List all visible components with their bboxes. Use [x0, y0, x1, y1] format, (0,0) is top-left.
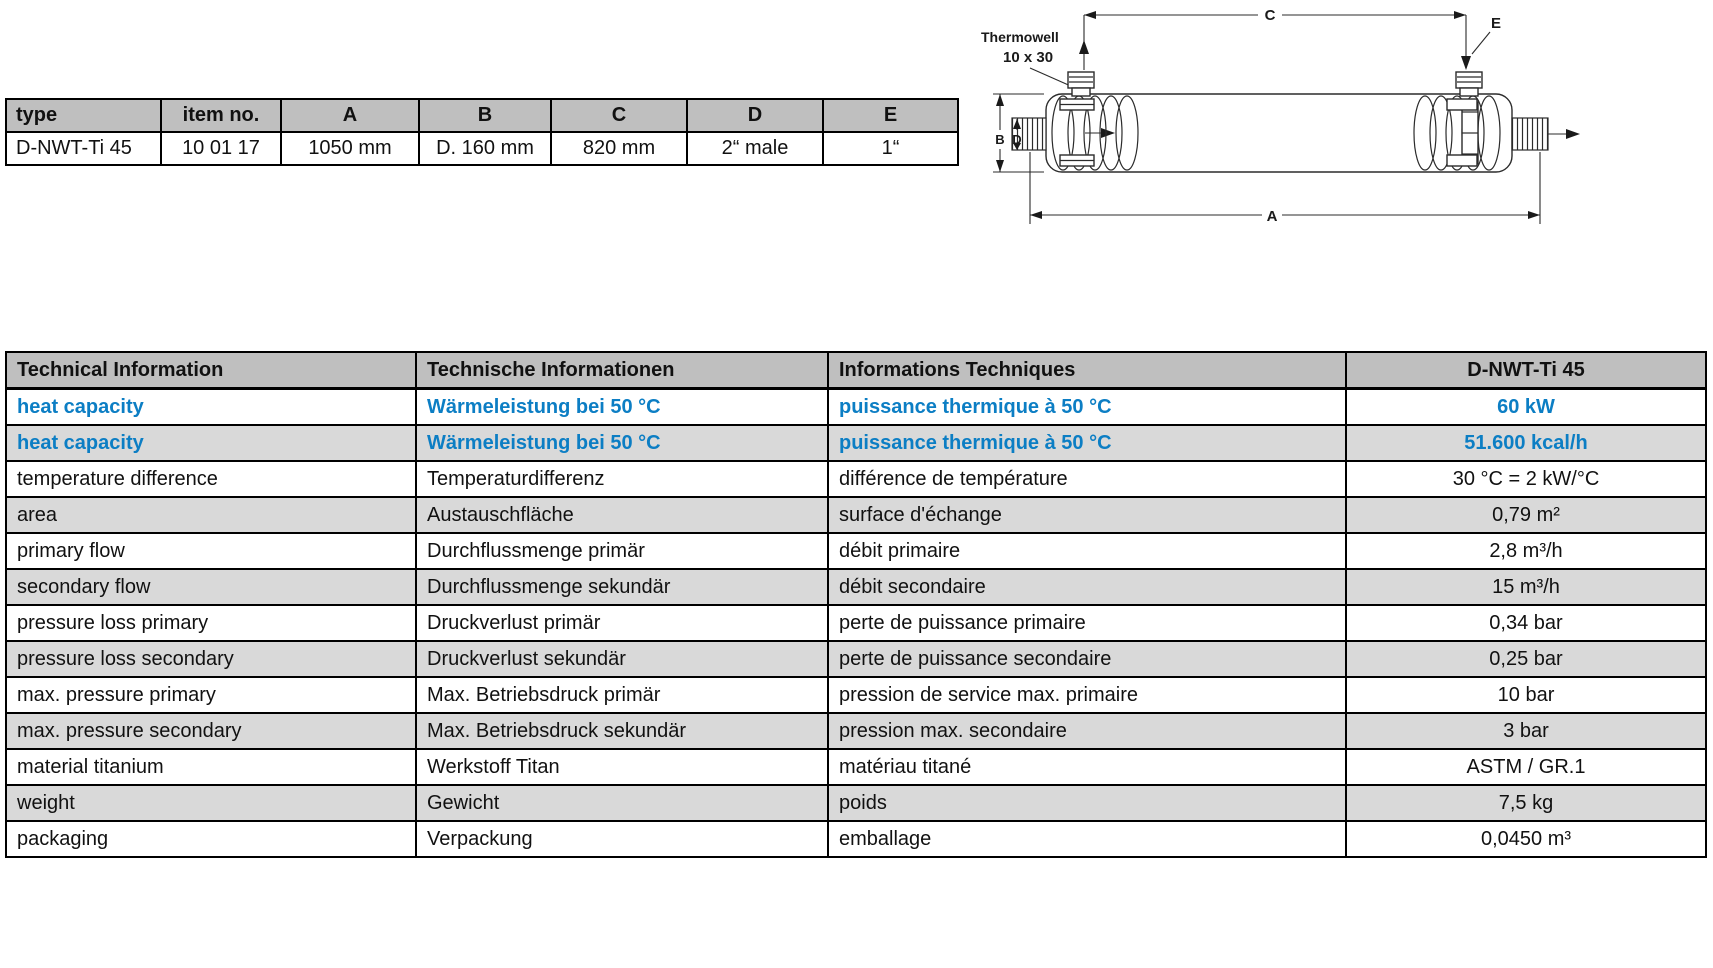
spec-header-model: D-NWT-Ti 45 [1346, 352, 1706, 389]
spec-cell-en: pressure loss secondary [6, 641, 416, 677]
spec-cell-value: 51.600 kcal/h [1346, 425, 1706, 461]
spec-cell-value: 0,0450 m³ [1346, 821, 1706, 857]
table-row [6, 497, 1706, 533]
table-row [6, 569, 1706, 605]
spec-cell-value: 0,34 bar [1346, 605, 1706, 641]
table-row [6, 713, 1706, 749]
spec-cell-value: 30 °C = 2 kW/°C [1346, 461, 1706, 497]
spec-cell-fr: puissance thermique à 50 °C [828, 425, 1346, 461]
spec-cell-de: Max. Betriebsdruck sekundär [416, 713, 828, 749]
spec-cell-value: 0,79 m² [1346, 497, 1706, 533]
dims-header-type: type [6, 99, 161, 132]
table-row [6, 677, 1706, 713]
dimension-line-c [1079, 7, 1471, 70]
spec-cell-fr: emballage [828, 821, 1346, 857]
dims-header-e: E [823, 99, 958, 132]
port-right [1456, 72, 1482, 96]
spec-cell-en: secondary flow [6, 569, 416, 605]
spec-cell-en: weight [6, 785, 416, 821]
spec-cell-fr: débit secondaire [828, 569, 1346, 605]
spec-cell-fr: poids [828, 785, 1346, 821]
dims-value-a: 1050 mm [281, 132, 419, 165]
spec-cell-en: max. pressure primary [6, 677, 416, 713]
table-row [6, 461, 1706, 497]
spec-cell-en: area [6, 497, 416, 533]
spec-cell-fr: matériau titané [828, 749, 1346, 785]
spec-cell-en: temperature difference [6, 461, 416, 497]
technical-information-table [5, 351, 1707, 858]
dims-header-a: A [281, 99, 419, 132]
spec-cell-en: heat capacity [6, 425, 416, 461]
spec-cell-de: Durchflussmenge primär [416, 533, 828, 569]
product-diagram [975, 2, 1713, 237]
dims-value-e: 1“ [823, 132, 958, 165]
spec-cell-fr: surface d'échange [828, 497, 1346, 533]
dim-label-a: A [1266, 208, 1278, 225]
table-row [6, 389, 1706, 426]
dims-header-b: B [419, 99, 551, 132]
spec-cell-value: 60 kW [1346, 389, 1706, 426]
spec-header-row [6, 352, 1706, 389]
dimensions-table [5, 98, 959, 166]
table-row [6, 533, 1706, 569]
thermowell-size-label: 10 x 30 [1003, 49, 1054, 66]
spec-cell-en: packaging [6, 821, 416, 857]
spec-cell-fr: pression de service max. primaire [828, 677, 1346, 713]
spec-cell-de: Verpackung [416, 821, 828, 857]
table-row [6, 749, 1706, 785]
table-row [6, 425, 1706, 461]
spec-cell-en: max. pressure secondary [6, 713, 416, 749]
right-thread-connector [1512, 118, 1548, 150]
table-row [6, 605, 1706, 641]
dims-value-item-no: 10 01 17 [161, 132, 281, 165]
spec-cell-value: 7,5 kg [1346, 785, 1706, 821]
dimensions-data-row [6, 132, 958, 165]
spec-header-de: Technische Informationen [416, 352, 828, 389]
dims-value-d: 2“ male [687, 132, 823, 165]
dim-label-e: E [1490, 15, 1502, 32]
spec-cell-de: Wärmeleistung bei 50 °C [416, 425, 828, 461]
spec-cell-fr: perte de puissance primaire [828, 605, 1346, 641]
dim-label-d: D [1012, 132, 1022, 147]
dimensions-header-row [6, 99, 958, 132]
spec-cell-en: primary flow [6, 533, 416, 569]
dims-value-b: D. 160 mm [419, 132, 551, 165]
spec-cell-de: Austauschfläche [416, 497, 828, 533]
spec-cell-value: 10 bar [1346, 677, 1706, 713]
dim-label-b: B [995, 132, 1005, 147]
spec-cell-de: Druckverlust sekundär [416, 641, 828, 677]
table-row [6, 641, 1706, 677]
table-row [6, 821, 1706, 857]
dim-label-c: C [1264, 7, 1276, 24]
spec-cell-value: ASTM / GR.1 [1346, 749, 1706, 785]
spec-cell-value: 2,8 m³/h [1346, 533, 1706, 569]
spec-header-en: Technical Information [6, 352, 416, 389]
spec-cell-de: Druckverlust primär [416, 605, 828, 641]
spec-cell-en: pressure loss primary [6, 605, 416, 641]
dims-value-type: D-NWT-Ti 45 [6, 132, 161, 165]
spec-cell-value: 0,25 bar [1346, 641, 1706, 677]
thermowell-label: Thermowell [981, 29, 1059, 45]
spec-cell-en: heat capacity [6, 389, 416, 426]
spec-cell-value: 3 bar [1346, 713, 1706, 749]
spec-cell-de: Werkstoff Titan [416, 749, 828, 785]
spec-cell-fr: puissance thermique à 50 °C [828, 389, 1346, 426]
outflow-arrow [1548, 129, 1580, 139]
spec-header-fr: Informations Techniques [828, 352, 1346, 389]
dimension-label-e [1472, 15, 1501, 54]
spec-cell-value: 15 m³/h [1346, 569, 1706, 605]
spec-cell-de: Wärmeleistung bei 50 °C [416, 389, 828, 426]
spec-cell-fr: débit primaire [828, 533, 1346, 569]
table-row [6, 785, 1706, 821]
spec-cell-fr: perte de puissance secondaire [828, 641, 1346, 677]
dims-header-item-no: item no. [161, 99, 281, 132]
spec-cell-en: material titanium [6, 749, 416, 785]
dims-value-c: 820 mm [551, 132, 687, 165]
spec-cell-fr: pression max. secondaire [828, 713, 1346, 749]
spec-cell-de: Temperaturdifferenz [416, 461, 828, 497]
dims-header-d: D [687, 99, 823, 132]
spec-cell-fr: différence de température [828, 461, 1346, 497]
port-left [1068, 72, 1094, 96]
spec-cell-de: Max. Betriebsdruck primär [416, 677, 828, 713]
spec-cell-de: Durchflussmenge sekundär [416, 569, 828, 605]
spec-cell-de: Gewicht [416, 785, 828, 821]
dims-header-c: C [551, 99, 687, 132]
